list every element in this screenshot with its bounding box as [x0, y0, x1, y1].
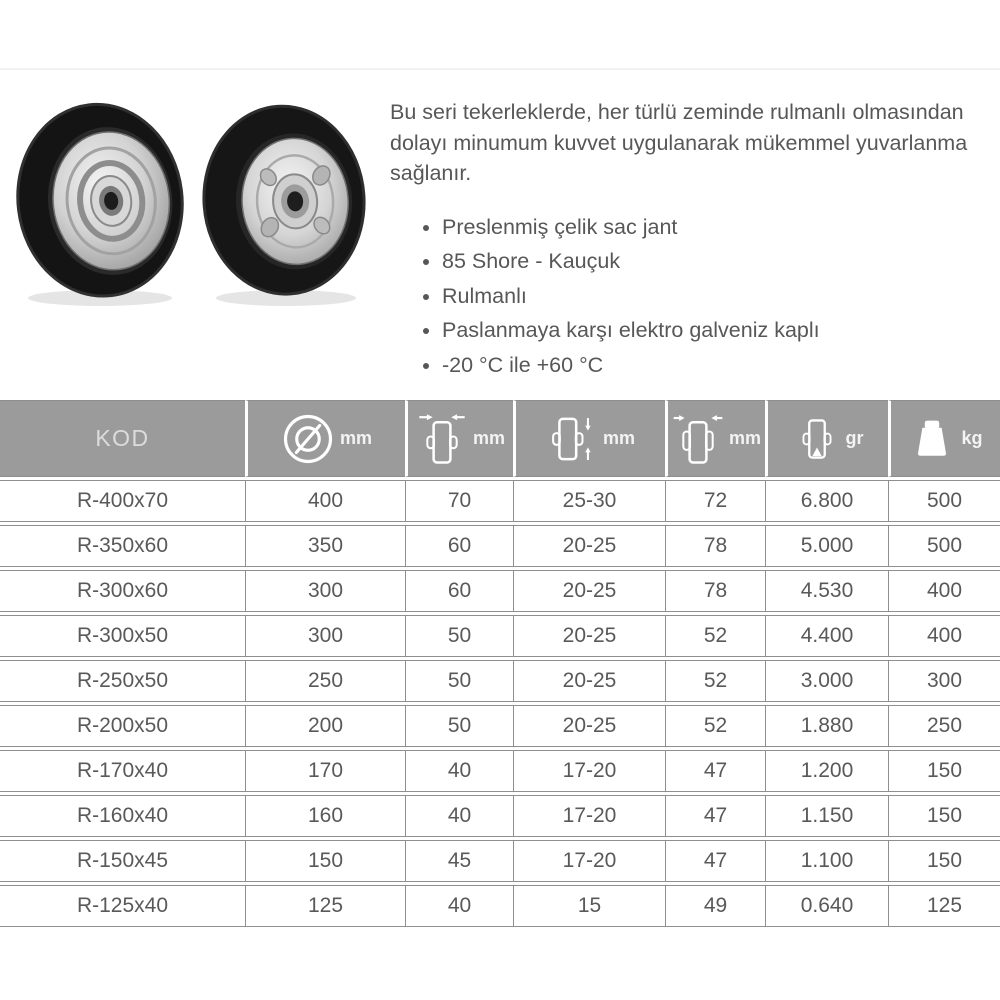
spec-value-cell: 52	[665, 661, 765, 701]
spec-value-cell: 200	[245, 706, 405, 746]
header-hub-length	[665, 400, 765, 477]
spec-value-cell: 400	[245, 481, 405, 521]
feature-item: • 85 Shore - Kauçuk	[442, 248, 992, 276]
spec-value-cell: 47	[665, 751, 765, 791]
spec-value-cell: 160	[245, 796, 405, 836]
spec-table	[0, 400, 1000, 927]
product-code-cell: R-300x50	[76, 624, 169, 647]
spec-value-cell: 300	[245, 571, 405, 611]
spec-value-cell: 40	[405, 796, 513, 836]
spec-value-cell: 50	[405, 706, 513, 746]
header-width	[405, 400, 513, 477]
spec-value-cell: 0.640	[765, 886, 888, 926]
unit-label: mm	[602, 428, 635, 448]
table-row	[0, 525, 1000, 567]
spec-value-cell: 1.150	[765, 796, 888, 836]
spec-value-cell: 300	[888, 661, 1000, 701]
table-row	[0, 885, 1000, 927]
unit-label: kg	[961, 428, 983, 448]
diameter-icon	[281, 412, 335, 466]
header-kod	[0, 400, 245, 477]
feature-item: • Preslenmiş çelik sac jant	[442, 214, 992, 242]
spec-value-cell: 150	[888, 751, 1000, 791]
spec-value-cell: 6.800	[765, 481, 888, 521]
product-code-cell: R-250x50	[76, 669, 169, 692]
spec-value-cell: 40	[405, 886, 513, 926]
top-divider	[0, 68, 1000, 70]
spec-value-cell: 60	[405, 571, 513, 611]
wheel-width-icon	[416, 411, 468, 467]
table-row	[0, 480, 1000, 522]
spec-value-cell: 49	[665, 886, 765, 926]
spec-value-cell: 125	[888, 886, 1000, 926]
spec-value-cell: 1.200	[765, 751, 888, 791]
spec-value-cell: 170	[245, 751, 405, 791]
spec-value-cell: 52	[665, 706, 765, 746]
product-code-cell: R-125x40	[76, 894, 169, 917]
spec-value-cell: 78	[665, 571, 765, 611]
product-code-cell: R-160x40	[76, 804, 169, 827]
unit-label: mm	[339, 428, 372, 448]
spec-value-cell: 60	[405, 526, 513, 566]
table-row	[0, 750, 1000, 792]
spec-value-cell: 20-25	[513, 571, 665, 611]
spec-value-cell: 17-20	[513, 841, 665, 881]
header-diameter	[245, 400, 405, 477]
product-photos	[14, 98, 374, 310]
load-capacity-icon	[908, 414, 956, 464]
spec-value-cell: 52	[665, 616, 765, 656]
header-weight	[765, 400, 888, 477]
spec-value-cell: 25-30	[513, 481, 665, 521]
product-code-cell: R-170x40	[76, 759, 169, 782]
spec-value-cell: 1.100	[765, 841, 888, 881]
kod-label: KOD	[95, 425, 150, 451]
spec-value-cell: 150	[245, 841, 405, 881]
product-code-cell: R-400x70	[76, 489, 169, 512]
product-code-cell: R-200x50	[76, 714, 169, 737]
rubber-wheel-photo-right	[202, 98, 374, 310]
unit-label: gr	[845, 428, 864, 448]
spec-value-cell: 125	[245, 886, 405, 926]
spec-value-cell: 500	[888, 526, 1000, 566]
unit-label: mm	[728, 428, 761, 448]
header-load-capacity	[888, 400, 1000, 477]
table-header-row	[0, 400, 1000, 477]
spec-value-cell: 300	[245, 616, 405, 656]
spec-value-cell: 3.000	[765, 661, 888, 701]
spec-value-cell: 250	[888, 706, 1000, 746]
spec-value-cell: 40	[405, 751, 513, 791]
wheel-weight-icon	[793, 412, 841, 466]
spec-value-cell: 5.000	[765, 526, 888, 566]
hub-length-icon	[672, 411, 724, 467]
spec-value-cell: 17-20	[513, 796, 665, 836]
spec-value-cell: 20-25	[513, 661, 665, 701]
product-code-cell: R-350x60	[76, 534, 169, 557]
header-bore	[513, 400, 665, 477]
table-row	[0, 840, 1000, 882]
spec-value-cell: 250	[245, 661, 405, 701]
spec-value-cell: 47	[665, 841, 765, 881]
table-row	[0, 795, 1000, 837]
feature-item: • -20 °C ile +60 °C	[442, 352, 992, 380]
bore-diameter-icon	[546, 411, 598, 467]
table-row	[0, 615, 1000, 657]
spec-value-cell: 45	[405, 841, 513, 881]
feature-item: • Paslanmaya karşı elektro galveniz kaplı	[442, 317, 992, 345]
table-row	[0, 705, 1000, 747]
spec-value-cell: 400	[888, 616, 1000, 656]
product-code-cell: R-150x45	[76, 849, 169, 872]
spec-value-cell: 72	[665, 481, 765, 521]
spec-value-cell: 20-25	[513, 526, 665, 566]
spec-value-cell: 350	[245, 526, 405, 566]
spec-value-cell: 70	[405, 481, 513, 521]
spec-value-cell: 20-25	[513, 706, 665, 746]
table-body	[0, 480, 1000, 927]
spec-value-cell: 500	[888, 481, 1000, 521]
spec-value-cell: 150	[888, 796, 1000, 836]
table-row	[0, 660, 1000, 702]
intro-paragraph: Bu seri tekerleklerde, her türlü zeminde rulmanlı olmasından dolayı minumum kuvvet uygulanarak mükemmel yuvarlanma sağlanır.	[390, 100, 968, 186]
spec-value-cell: 17-20	[513, 751, 665, 791]
table-row	[0, 570, 1000, 612]
unit-label: mm	[472, 428, 505, 448]
spec-value-cell: 50	[405, 661, 513, 701]
spec-value-cell: 47	[665, 796, 765, 836]
spec-value-cell: 78	[665, 526, 765, 566]
product-code-cell: R-300x60	[76, 579, 169, 602]
feature-list	[390, 214, 992, 380]
spec-value-cell: 400	[888, 571, 1000, 611]
spec-value-cell: 4.530	[765, 571, 888, 611]
spec-value-cell: 1.880	[765, 706, 888, 746]
spec-value-cell: 15	[513, 886, 665, 926]
feature-item: • Rulmanlı	[442, 283, 992, 311]
spec-value-cell: 20-25	[513, 616, 665, 656]
spec-value-cell: 150	[888, 841, 1000, 881]
spec-value-cell: 4.400	[765, 616, 888, 656]
spec-value-cell: 50	[405, 616, 513, 656]
rubber-wheel-photo-left	[14, 98, 192, 310]
intro-text	[390, 97, 992, 386]
